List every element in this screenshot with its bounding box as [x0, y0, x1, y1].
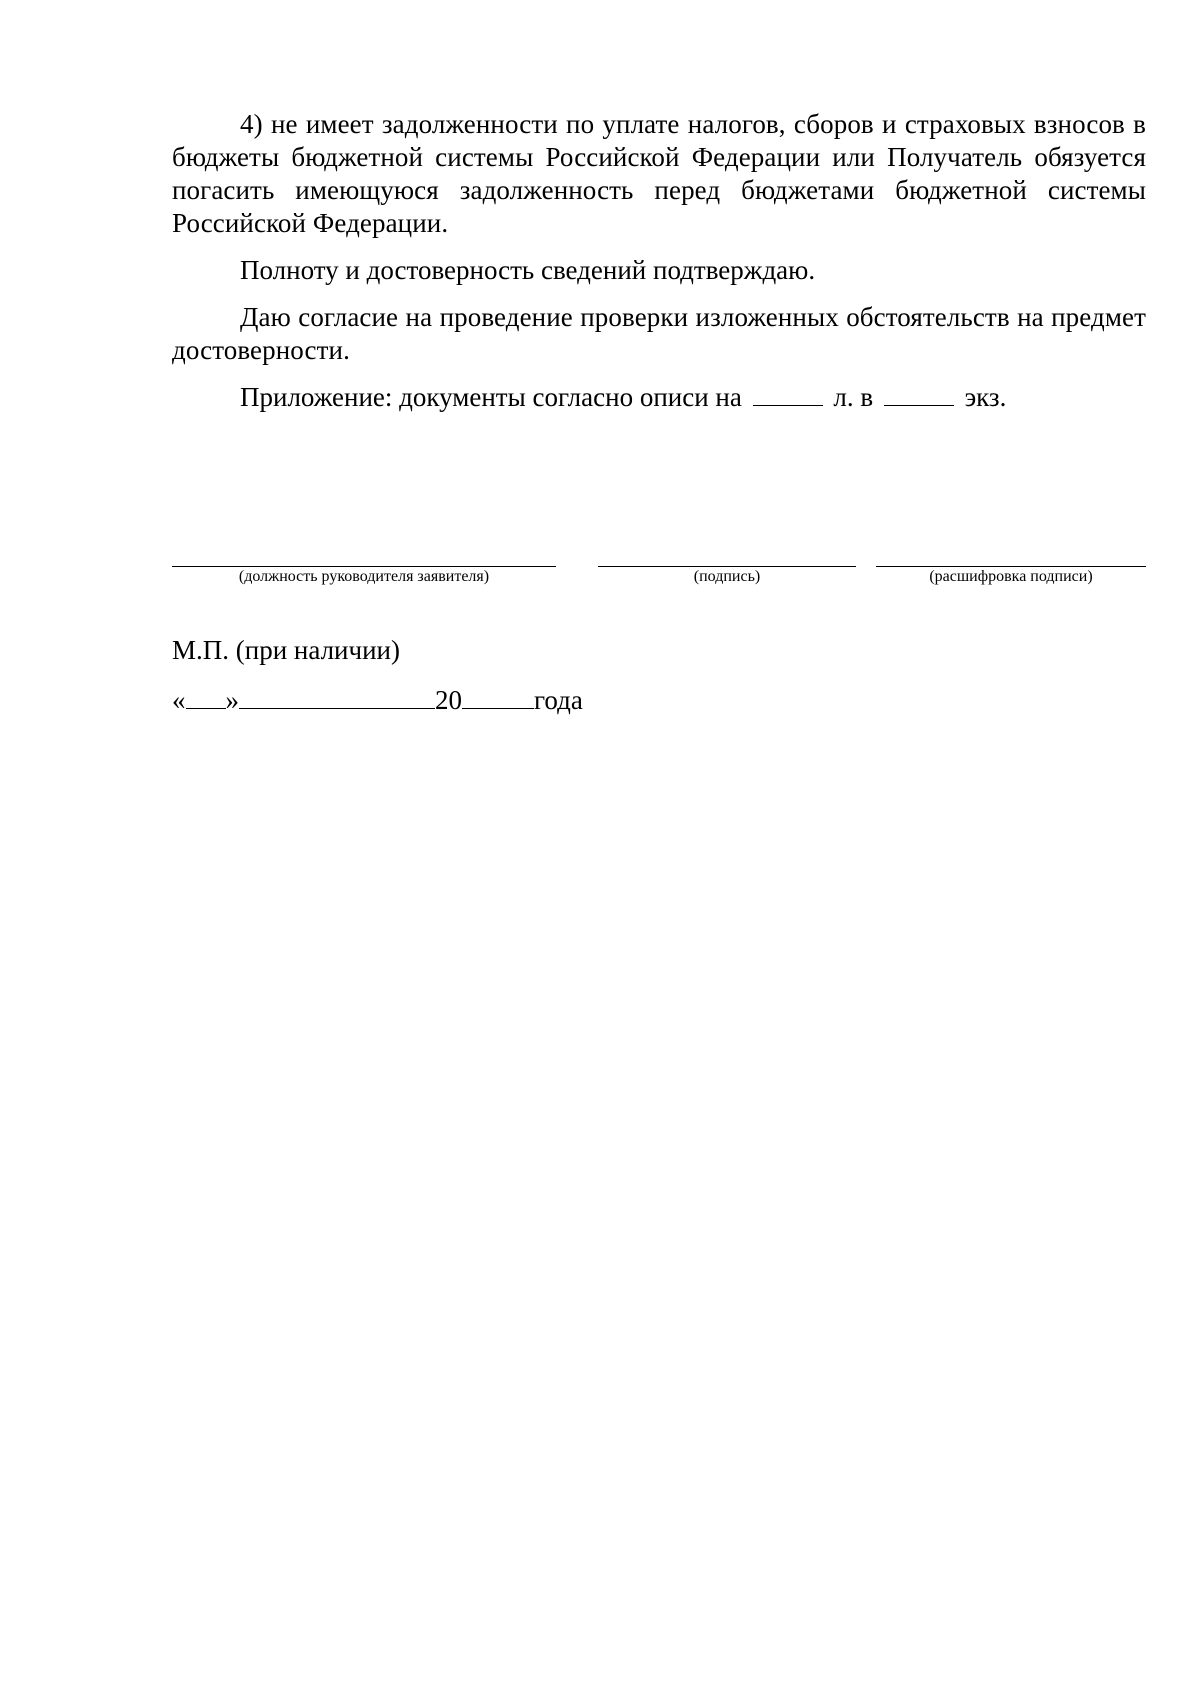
month-blank — [239, 684, 435, 709]
paragraph-appendix — [172, 381, 1146, 414]
signature-field — [598, 566, 856, 586]
stamp-place: М.П. (при наличии) — [172, 635, 400, 665]
year-blank — [462, 684, 534, 709]
date-close-quote: » — [225, 685, 239, 715]
position-line — [172, 566, 556, 567]
signature-decoding-caption: (расшифровка подписи) — [929, 568, 1093, 585]
signature-decoding-field — [876, 566, 1146, 586]
date-open-quote: « — [172, 685, 186, 715]
position-caption: (должность руководителя заявителя) — [238, 568, 490, 585]
sheets-count-blank — [753, 383, 823, 406]
appendix-prefix: Приложение: документы согласно описи на — [240, 382, 742, 412]
signature-block — [172, 566, 1146, 606]
date-century: 20 — [435, 685, 462, 715]
position-field — [172, 566, 556, 586]
date-field — [172, 684, 583, 717]
appendix-sheets-unit: л. в — [833, 382, 874, 412]
appendix-copies-unit: экз. — [964, 382, 1007, 412]
date-year-word: года — [534, 685, 583, 715]
document-body — [172, 108, 1146, 428]
paragraph-no-tax-debt: 4) не имеет задолженности по уплате налогов, сборов и страховых взносов в бюджеты бюджетной системы Российской Федерации или Получатель обязуется погасить имеющуюся задолженность перед бюджетами бюджетной системы Российской Федерации. — [172, 109, 1146, 238]
paragraph-consent-verification: Даю согласие на проведение проверки изложенных обстоятельств на предмет достоверности. — [172, 302, 1146, 365]
signature-caption: (подпись) — [693, 568, 761, 585]
paragraph-confirm-completeness: Полноту и достоверность сведений подтверждаю. — [240, 255, 816, 285]
signature-line — [598, 566, 856, 567]
day-blank — [186, 684, 226, 709]
signature-decoding-line — [876, 566, 1146, 567]
copies-count-blank — [884, 383, 954, 406]
